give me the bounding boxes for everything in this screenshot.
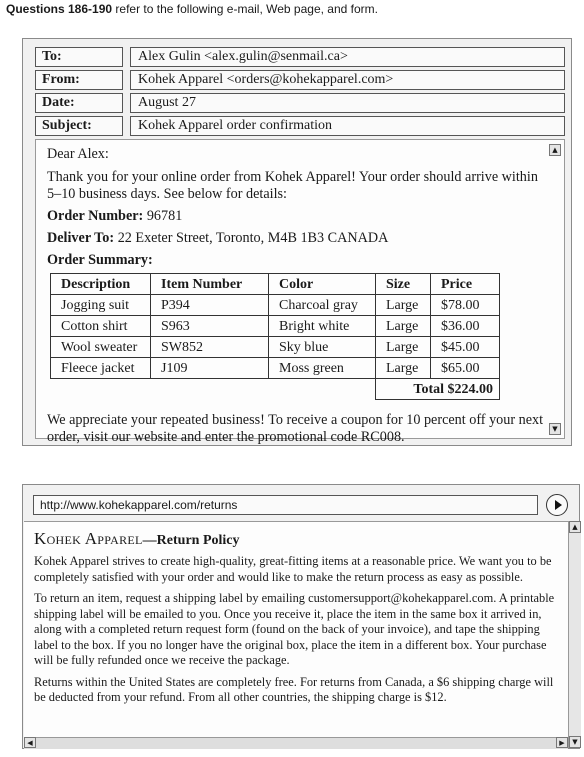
table-cell: $36.00 <box>431 316 500 337</box>
order-number: 96781 <box>146 208 183 224</box>
table-cell: Cotton shirt <box>51 316 151 337</box>
intro-text: Thank you for your online order from Kohek Apparel! Your order should arrive within 5–10 business days. See below for details: <box>47 169 538 202</box>
column-header: Price <box>431 274 500 295</box>
from-label: From: <box>35 70 123 90</box>
column-header: Size <box>376 274 431 295</box>
table-cell: Fleece jacket <box>51 358 151 379</box>
scroll-down-icon[interactable]: ▼ <box>569 736 581 748</box>
order-number-label: Order Number: <box>47 208 144 224</box>
table-cell: S963 <box>151 316 269 337</box>
vertical-scrollbar[interactable] <box>568 521 581 748</box>
date-label: Date: <box>35 93 123 113</box>
table-cell: SW852 <box>151 337 269 358</box>
return-policy-title: —Return Policy <box>142 533 240 548</box>
scroll-up-icon[interactable]: ▲ <box>569 521 581 533</box>
email-body <box>35 139 565 445</box>
url-bar[interactable]: http://www.kohekapparel.com/returns <box>33 495 538 515</box>
subject-field[interactable]: Kohek Apparel order confirmation <box>130 116 565 136</box>
scroll-down-icon[interactable]: ▼ <box>549 423 561 435</box>
horizontal-scrollbar[interactable] <box>24 737 568 749</box>
table-cell: Large <box>376 316 431 337</box>
closing-text: We appreciate your repeated business! To receive a coupon for 10 percent off your next order, visit our website and enter the promotional code RC008. <box>47 412 544 445</box>
table-row <box>51 295 500 316</box>
deliver-address: 22 Exeter Street, Toronto, M4B 1B3 CANADA <box>117 230 389 246</box>
table-cell: $45.00 <box>431 337 500 358</box>
web-page-body <box>24 521 568 738</box>
policy-paragraph: Returns within the United States are completely free. For returns from Canada, a $6 shipping charge will be deducted from your refund. From all other countries, the shipping charge is $12. <box>34 674 554 704</box>
table-row <box>51 316 500 337</box>
scroll-left-icon[interactable]: ◀ <box>24 737 36 748</box>
question-header <box>6 2 582 16</box>
table-cell: Jogging suit <box>51 295 151 316</box>
page-title <box>34 530 564 550</box>
column-header: Color <box>269 274 376 295</box>
subject-label: Subject: <box>35 116 123 136</box>
policy-paragraph: To return an item, request a shipping label by emailing customersupport@kohekapparel.com. A printable shipping label will be emailed to you. Once you receive it, place the item in the same box it arrived in, along with a completed return request form (found on the back of your invoice), and tape the shipping label to the box. If you no longer have the original box, place the item in a different box. Your purchase will be fully refunded once we receive the package. <box>34 591 555 667</box>
scroll-right-icon[interactable]: ▶ <box>556 737 568 748</box>
table-cell: Large <box>376 295 431 316</box>
table-cell: $78.00 <box>431 295 500 316</box>
to-label: To: <box>35 47 123 67</box>
brand-name: Kohek Apparel <box>34 529 143 548</box>
policy-paragraph: Kohek Apparel strives to create high-quality, great-fitting items at a reasonable price. We want you to be completely satisfied with your order and would like to make the return process as easy as possible. <box>34 554 552 584</box>
table-cell: $65.00 <box>431 358 500 379</box>
question-intro: refer to the following e-mail, Web page, and form. <box>115 2 378 16</box>
table-cell: Sky blue <box>269 337 376 358</box>
table-header-row <box>51 274 500 295</box>
table-cell: J109 <box>151 358 269 379</box>
go-arrow-icon[interactable] <box>546 494 568 516</box>
date-field[interactable]: August 27 <box>130 93 565 113</box>
question-range: Questions 186-190 <box>6 2 113 16</box>
order-total: Total $224.00 <box>376 379 500 400</box>
table-row <box>51 337 500 358</box>
order-summary-label: Order Summary: <box>47 252 153 268</box>
table-cell: Large <box>376 337 431 358</box>
column-header: Item Number <box>151 274 269 295</box>
table-total-row <box>51 379 500 400</box>
to-field[interactable]: Alex Gulin <alex.gulin@senmail.ca> <box>130 47 565 67</box>
table-cell: Charcoal gray <box>269 295 376 316</box>
greeting: Dear Alex: <box>47 146 109 162</box>
table-row <box>51 358 500 379</box>
web-window <box>22 484 580 749</box>
deliver-to-label: Deliver To: <box>47 230 115 246</box>
scroll-up-icon[interactable]: ▲ <box>549 144 561 156</box>
table-cell: Moss green <box>269 358 376 379</box>
table-cell: Bright white <box>269 316 376 337</box>
table-cell: P394 <box>151 295 269 316</box>
table-cell: Large <box>376 358 431 379</box>
email-window <box>22 38 572 446</box>
table-cell: Wool sweater <box>51 337 151 358</box>
column-header: Description <box>51 274 151 295</box>
order-table <box>50 273 500 400</box>
from-field[interactable]: Kohek Apparel <orders@kohekapparel.com> <box>130 70 565 90</box>
